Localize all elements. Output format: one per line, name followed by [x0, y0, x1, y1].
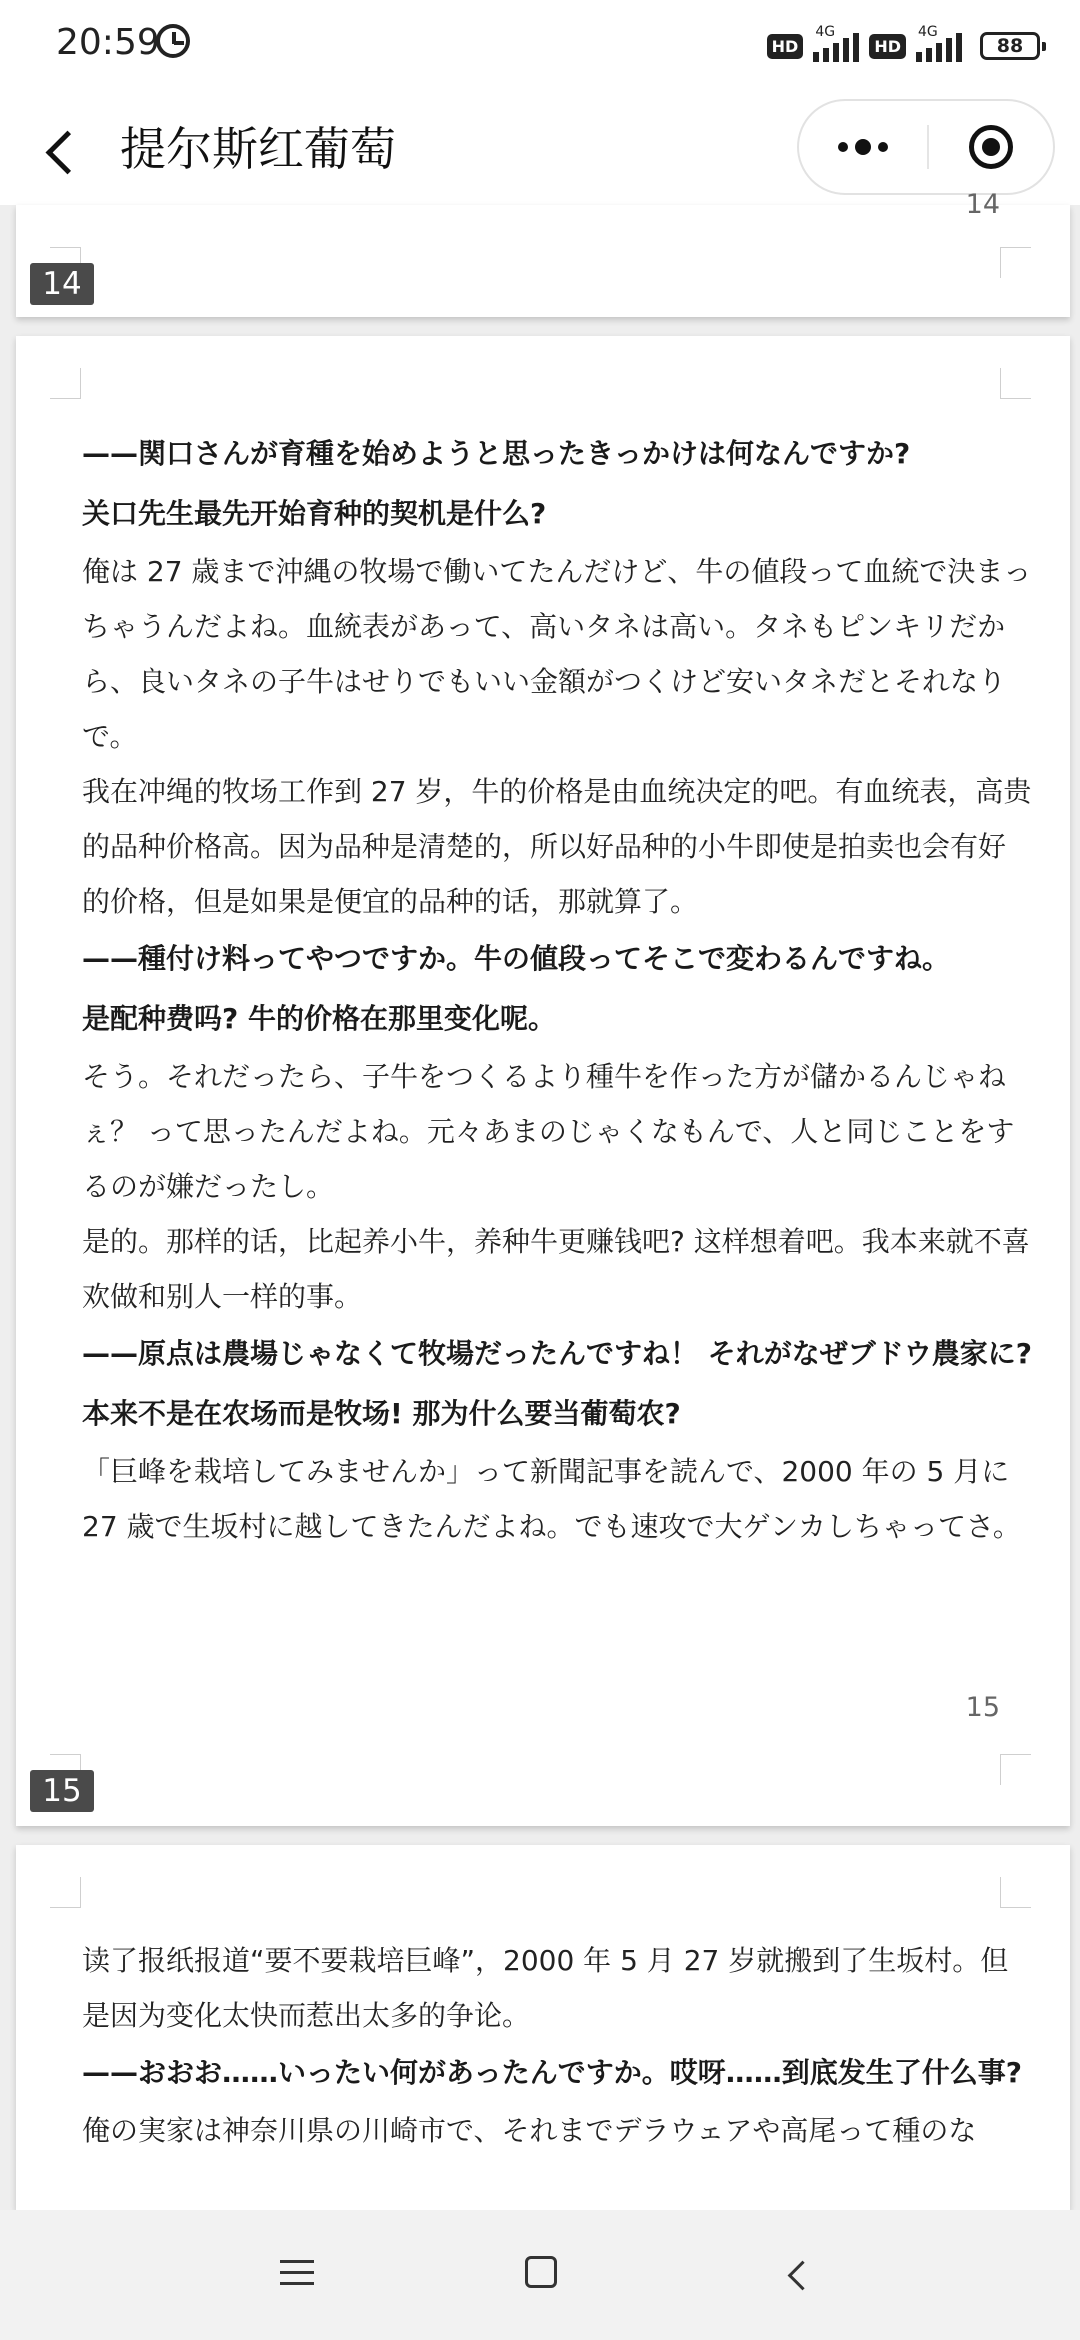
back-button[interactable]	[40, 115, 100, 185]
crop-mark	[1000, 247, 1031, 278]
mini-program-capsule	[797, 99, 1055, 195]
answer-paragraph: 俺は 27 歳まで沖縄の牧場で働いてたんだけど、牛の値段って血統で決まっちゃうんだよね。血統表があって、高いタネは高い。タネもピンキリだから、良いタネの子牛はせりでもいい金額がつくけど安いタネだとそれなりで。	[82, 555, 1032, 753]
answer-paragraph: 是的。那样的话，比起养小牛，养种牛更赚钱吧? 这样想着吧。我本来就不喜欢做和别人一样的事。	[82, 1225, 1030, 1313]
answer-paragraph: 俺の実家は神奈川県の川崎市で、それまでデラウェアや高尾って種のな	[82, 2114, 977, 2147]
answer-paragraph: そう。それだったら、子牛をつくるより種牛を作った方が儲かるんじゃねぇ？ って思ったんだよね。元々あまのじゃくなもんで、人と同じことをするのが嫌だったし。	[82, 1060, 1015, 1203]
battery-icon	[980, 32, 1040, 60]
question-zh: 关口先生最先开始育种的契机是什么?	[82, 497, 547, 530]
crop-mark	[1000, 1877, 1031, 1908]
system-nav-bar	[0, 2210, 1080, 2340]
page-number-text: 14	[965, 189, 1000, 220]
question-jp: ——関口さんが育種を始めようと思ったきっかけは何なんですか?	[82, 437, 911, 470]
question-jp: ——種付け料ってやつですか。牛の値段ってそこで変わるんですね。	[82, 942, 951, 975]
crop-mark	[1000, 368, 1031, 399]
more-options-button[interactable]	[799, 101, 927, 193]
status-time: 20:59	[56, 22, 160, 63]
system-back-button[interactable]	[782, 2258, 816, 2292]
battery-level: 88	[996, 35, 1024, 57]
menu-button[interactable]	[280, 2258, 314, 2288]
status-bar	[0, 0, 1080, 95]
signal-icon-1	[813, 24, 859, 62]
crop-mark	[50, 1877, 81, 1908]
network-type-2: 4G	[918, 24, 938, 40]
network-type-1: 4G	[815, 24, 836, 40]
page-badge: 15	[30, 1770, 94, 1812]
dot-icon	[855, 139, 871, 155]
signal-icon-2	[916, 24, 962, 62]
hd-badge-1: HD	[767, 34, 804, 59]
home-button[interactable]	[525, 2256, 557, 2288]
crop-mark	[1000, 1754, 1031, 1785]
answer-paragraph: 「巨峰を栽培してみませんか」って新聞記事を読んで、2000 年の 5 月に 27 歳で生坂村に越してきたんだよね。でも速攻で大ゲンカしちゃってさ。	[82, 1455, 1021, 1543]
page-badge: 14	[30, 263, 94, 305]
page-content	[82, 424, 1032, 1554]
dot-icon	[878, 142, 888, 152]
question-zh: 是配种费吗? 牛的价格在那里变化呢。	[82, 1002, 556, 1035]
answer-paragraph: 读了报纸报道“要不要栽培巨峰”，2000 年 5 月 27 岁就搬到了生坂村。但是因为变化太快而惹出太多的争论。	[82, 1944, 1009, 2032]
document-page-15	[16, 336, 1070, 1826]
page-content	[82, 1933, 1032, 2158]
document-page-16	[16, 1845, 1070, 2210]
question-jp: ——原点は農場じゃなくて牧場だったんですね！ それがなぜブドウ農家に?	[82, 1337, 1032, 1370]
document-page-14	[16, 189, 1070, 317]
target-icon-core	[982, 138, 1000, 156]
question-jp: ——おおお……いったい何があったんですか。哎呀……到底发生了什么事?	[82, 2056, 1022, 2089]
status-icons	[767, 24, 1040, 62]
dot-icon	[838, 142, 848, 152]
question-zh: 本来不是在农场而是牧场! 那为什么要当葡萄农?	[82, 1397, 681, 1430]
answer-paragraph: 我在冲绳的牧场工作到 27 岁，牛的价格是由血统决定的吧。有血统表，高贵的品种价格高。因为品种是清楚的，所以好品种的小牛即使是拍卖也会有好的价格，但是如果是便宜的品种的话，那就算了。	[82, 775, 1032, 918]
alarm-icon	[156, 24, 190, 58]
hd-badge-2: HD	[869, 34, 906, 59]
close-mini-program-button[interactable]	[929, 101, 1053, 193]
title-bar	[0, 95, 1080, 205]
page-number-text: 15	[965, 1692, 1000, 1723]
page-title: 提尔斯红葡萄	[120, 122, 396, 176]
crop-mark	[50, 368, 81, 399]
